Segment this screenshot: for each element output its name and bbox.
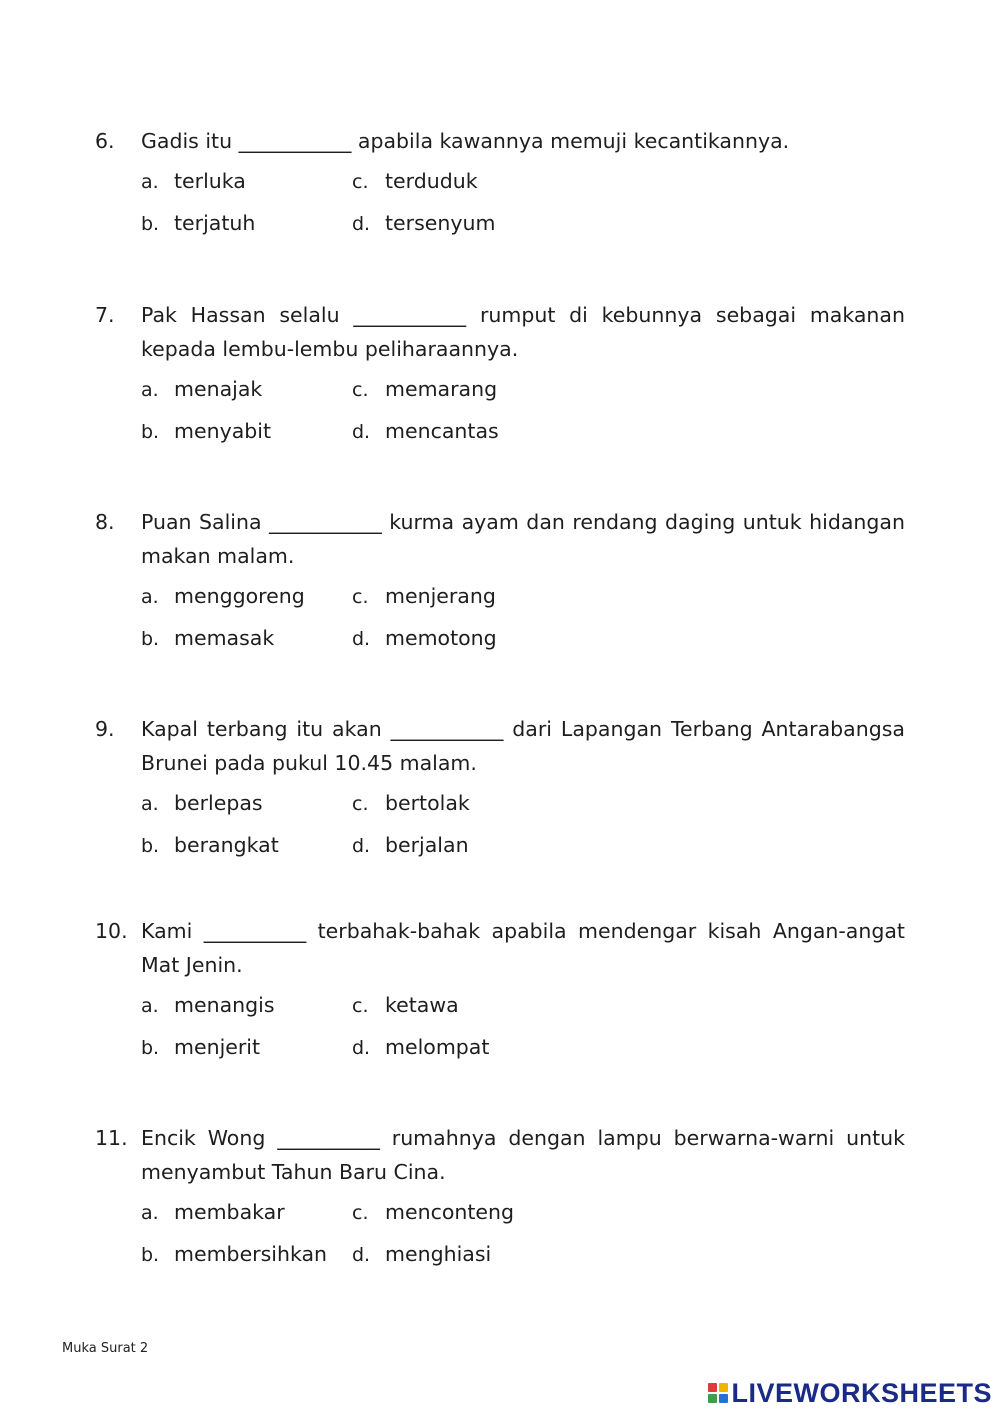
option-text: berlepas xyxy=(174,791,263,815)
option-c[interactable] xyxy=(352,988,459,1022)
option-letter: d. xyxy=(352,213,371,235)
option-text: terjatuh xyxy=(174,211,256,235)
option-letter: a. xyxy=(141,586,159,608)
option-text: membakar xyxy=(174,1200,285,1224)
answer-blank[interactable]: ___________ xyxy=(390,717,504,741)
option-c[interactable] xyxy=(352,372,497,406)
option-text: bertolak xyxy=(385,791,470,815)
question-text-after: rumput di kebunnya sebagai makanan kepada lembu-lembu peliharaannya. xyxy=(141,303,905,361)
option-d[interactable] xyxy=(352,414,499,448)
options-grid xyxy=(141,164,905,248)
question-text-before: Encik Wong xyxy=(141,1126,266,1150)
option-d[interactable] xyxy=(352,1237,491,1271)
question-text-before: Gadis itu xyxy=(141,129,233,153)
question-text-before: Puan Salina xyxy=(141,510,262,534)
question-number: 9. xyxy=(95,717,115,741)
question-stem xyxy=(95,712,905,780)
question-text xyxy=(141,712,905,780)
option-a[interactable] xyxy=(141,988,275,1022)
option-letter: a. xyxy=(141,995,159,1017)
option-letter: c. xyxy=(352,995,369,1017)
option-text: terduduk xyxy=(385,169,478,193)
option-letter: a. xyxy=(141,1202,159,1224)
answer-blank[interactable]: ___________ xyxy=(238,129,352,153)
question-text xyxy=(141,124,905,158)
option-text: menconteng xyxy=(385,1200,515,1224)
question-text-after: kurma ayam dan rendang daging untuk hidangan makan malam. xyxy=(141,510,905,568)
option-letter: a. xyxy=(141,171,159,193)
liveworksheets-logo[interactable] xyxy=(708,1378,992,1408)
option-a[interactable] xyxy=(141,372,262,406)
option-text: menajak xyxy=(174,377,263,401)
question-number: 7. xyxy=(95,303,115,327)
question-11 xyxy=(95,1121,905,1279)
question-number: 11. xyxy=(95,1126,128,1150)
option-text: berjalan xyxy=(385,833,469,857)
question-8 xyxy=(95,505,905,663)
question-text-after: dari Lapangan Terbang Antarabangsa Brunei pada pukul 10.45 malam. xyxy=(141,717,905,775)
option-letter: d. xyxy=(352,421,371,443)
option-a[interactable] xyxy=(141,1195,285,1229)
option-text: menjerang xyxy=(385,584,496,608)
answer-blank[interactable]: ___________ xyxy=(353,303,467,327)
question-text xyxy=(141,505,905,573)
answer-blank[interactable]: __________ xyxy=(203,919,307,943)
options-grid xyxy=(141,372,905,456)
question-text xyxy=(141,1121,905,1189)
question-stem xyxy=(95,124,905,158)
option-text: tersenyum xyxy=(385,211,496,235)
option-d[interactable] xyxy=(352,828,469,862)
question-stem xyxy=(95,505,905,573)
option-letter: b. xyxy=(141,213,160,235)
option-letter: c. xyxy=(352,586,369,608)
question-text xyxy=(141,914,905,982)
options-grid xyxy=(141,1195,905,1279)
answer-blank[interactable]: __________ xyxy=(277,1126,380,1150)
option-letter: d. xyxy=(352,628,371,650)
question-6 xyxy=(95,124,905,248)
option-text: menyabit xyxy=(174,419,272,443)
options-grid xyxy=(141,786,905,870)
option-a[interactable] xyxy=(141,786,263,820)
question-text-before: Kapal terbang itu akan xyxy=(141,717,382,741)
option-letter: c. xyxy=(352,1202,369,1224)
option-c[interactable] xyxy=(352,786,470,820)
option-letter: b. xyxy=(141,628,160,650)
option-text: memotong xyxy=(385,626,497,650)
option-letter: b. xyxy=(141,1037,160,1059)
question-10 xyxy=(95,914,905,1072)
option-text: menangis xyxy=(174,993,275,1017)
question-text-after: terbahak-bahak apabila mendengar kisah Angan-angat Mat Jenin. xyxy=(141,919,905,977)
question-stem xyxy=(95,914,905,982)
option-text: berangkat xyxy=(174,833,279,857)
option-d[interactable] xyxy=(352,206,495,240)
option-b[interactable] xyxy=(141,414,271,448)
option-text: mencantas xyxy=(385,419,499,443)
option-text: memarang xyxy=(385,377,498,401)
question-text-before: Pak Hassan selalu xyxy=(141,303,340,327)
option-letter: c. xyxy=(352,379,369,401)
logo-mark-icon xyxy=(708,1383,728,1403)
logo-square-green xyxy=(708,1394,717,1403)
option-c[interactable] xyxy=(352,579,496,613)
logo-square-yellow xyxy=(719,1383,728,1392)
question-text-before: Kami xyxy=(141,919,193,943)
option-b[interactable] xyxy=(141,621,274,655)
option-a[interactable] xyxy=(141,164,246,198)
question-number: 10. xyxy=(95,919,128,943)
option-text: memasak xyxy=(174,626,275,650)
option-text: menggoreng xyxy=(174,584,305,608)
question-text-after: apabila kawannya memuji kecantikannya. xyxy=(357,129,790,153)
option-b[interactable] xyxy=(141,828,279,862)
option-c[interactable] xyxy=(352,1195,514,1229)
question-text xyxy=(141,298,905,366)
question-number: 6. xyxy=(95,129,115,153)
question-text-after: rumahnya dengan lampu berwarna-warni untuk menyambut Tahun Baru Cina. xyxy=(141,1126,905,1184)
logo-text: LIVEWORKSHEETS xyxy=(731,1377,992,1408)
option-letter: b. xyxy=(141,835,160,857)
option-b[interactable] xyxy=(141,206,255,240)
option-letter: a. xyxy=(141,379,159,401)
option-text: menghiasi xyxy=(385,1242,492,1266)
question-7 xyxy=(95,298,905,456)
logo-square-blue xyxy=(719,1394,728,1403)
question-9 xyxy=(95,712,905,870)
option-letter: d. xyxy=(352,1037,371,1059)
option-text: ketawa xyxy=(385,993,459,1017)
option-c[interactable] xyxy=(352,164,478,198)
option-b[interactable] xyxy=(141,1237,327,1271)
option-b[interactable] xyxy=(141,1030,260,1064)
question-stem xyxy=(95,1121,905,1189)
option-d[interactable] xyxy=(352,1030,489,1064)
option-letter: b. xyxy=(141,1244,160,1266)
options-grid xyxy=(141,988,905,1072)
option-text: menjerit xyxy=(174,1035,261,1059)
answer-blank[interactable]: ___________ xyxy=(269,510,382,534)
option-text: melompat xyxy=(385,1035,490,1059)
option-text: terluka xyxy=(174,169,246,193)
option-letter: d. xyxy=(352,835,371,857)
option-a[interactable] xyxy=(141,579,305,613)
page-number: Muka Surat 2 xyxy=(62,1341,149,1356)
question-stem xyxy=(95,298,905,366)
logo-square-red xyxy=(708,1383,717,1392)
options-grid xyxy=(141,579,905,663)
option-letter: c. xyxy=(352,793,369,815)
option-letter: c. xyxy=(352,171,369,193)
option-letter: b. xyxy=(141,421,160,443)
option-letter: a. xyxy=(141,793,159,815)
option-text: membersihkan xyxy=(174,1242,328,1266)
option-d[interactable] xyxy=(352,621,497,655)
question-number: 8. xyxy=(95,510,115,534)
option-letter: d. xyxy=(352,1244,371,1266)
